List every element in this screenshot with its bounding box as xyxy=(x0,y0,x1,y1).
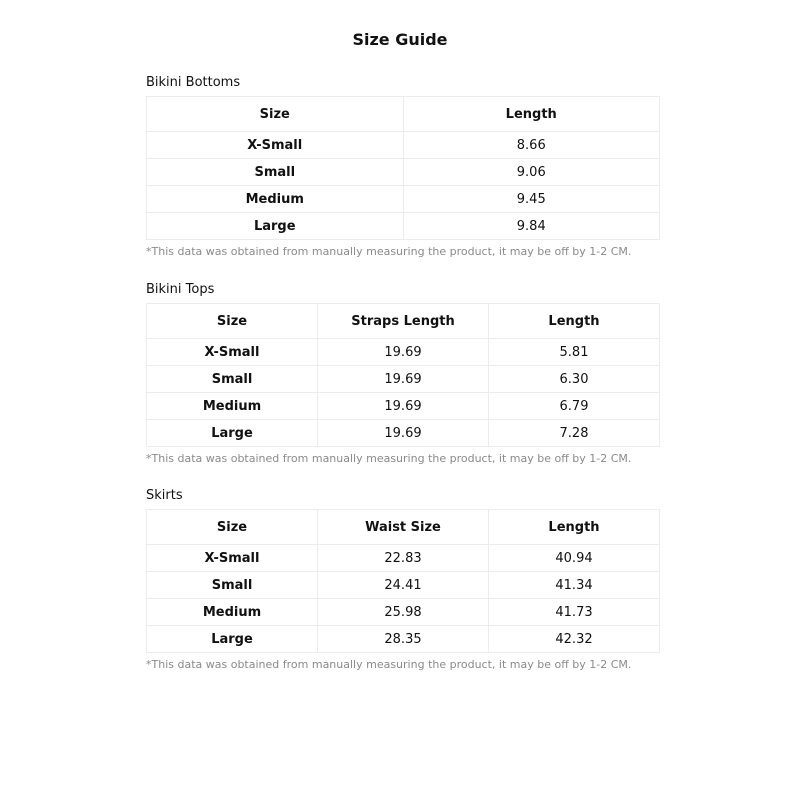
value-cell: 6.79 xyxy=(489,393,660,420)
size-cell: Medium xyxy=(147,186,404,213)
column-header: Straps Length xyxy=(318,304,489,339)
size-cell: X-Small xyxy=(147,132,404,159)
table-row xyxy=(147,572,660,599)
value-cell: 19.69 xyxy=(318,420,489,447)
table-row xyxy=(147,420,660,447)
table-row xyxy=(147,159,660,186)
table-row xyxy=(147,339,660,366)
value-cell: 42.32 xyxy=(489,626,660,653)
table-row xyxy=(147,186,660,213)
table-row xyxy=(147,213,660,240)
value-cell: 9.06 xyxy=(403,159,660,186)
table-row xyxy=(147,545,660,572)
value-cell: 28.35 xyxy=(318,626,489,653)
table-row xyxy=(147,599,660,626)
column-header: Size xyxy=(147,97,404,132)
column-header: Size xyxy=(147,304,318,339)
value-cell: 6.30 xyxy=(489,366,660,393)
size-cell: X-Small xyxy=(147,545,318,572)
measurement-note: *This data was obtained from manually measuring the product, it may be off by 1-2 CM. xyxy=(146,245,632,258)
value-cell: 19.69 xyxy=(318,366,489,393)
value-cell: 41.34 xyxy=(489,572,660,599)
section-title: Skirts xyxy=(146,488,183,503)
value-cell: 19.69 xyxy=(318,339,489,366)
value-cell: 25.98 xyxy=(318,599,489,626)
size-cell: Medium xyxy=(147,393,318,420)
table-row xyxy=(147,626,660,653)
value-cell: 22.83 xyxy=(318,545,489,572)
bikini-tops-table xyxy=(146,303,660,447)
table-header-row xyxy=(147,304,660,339)
value-cell: 8.66 xyxy=(403,132,660,159)
value-cell: 41.73 xyxy=(489,599,660,626)
table-row xyxy=(147,393,660,420)
bikini-tops-section xyxy=(146,282,660,466)
measurement-note: *This data was obtained from manually measuring the product, it may be off by 1-2 CM. xyxy=(146,452,632,465)
size-cell: Small xyxy=(147,159,404,186)
value-cell: 7.28 xyxy=(489,420,660,447)
value-cell: 24.41 xyxy=(318,572,489,599)
page-title: Size Guide xyxy=(352,30,448,49)
column-header: Size xyxy=(147,510,318,545)
column-header: Length xyxy=(489,510,660,545)
section-title: Bikini Tops xyxy=(146,282,215,297)
column-header: Waist Size xyxy=(318,510,489,545)
skirts-table xyxy=(146,509,660,653)
value-cell: 40.94 xyxy=(489,545,660,572)
value-cell: 9.84 xyxy=(403,213,660,240)
size-cell: Large xyxy=(147,420,318,447)
column-header: Length xyxy=(403,97,660,132)
size-cell: Large xyxy=(147,626,318,653)
skirts-section xyxy=(146,488,660,672)
table-header-row xyxy=(147,510,660,545)
value-cell: 9.45 xyxy=(403,186,660,213)
bikini-bottoms-section xyxy=(146,75,660,259)
size-cell: Medium xyxy=(147,599,318,626)
section-title: Bikini Bottoms xyxy=(146,75,241,90)
value-cell: 5.81 xyxy=(489,339,660,366)
column-header: Length xyxy=(489,304,660,339)
measurement-note: *This data was obtained from manually measuring the product, it may be off by 1-2 CM. xyxy=(146,658,632,671)
value-cell: 19.69 xyxy=(318,393,489,420)
size-cell: Large xyxy=(147,213,404,240)
size-cell: Small xyxy=(147,572,318,599)
bikini-bottoms-table xyxy=(146,96,660,240)
size-cell: Small xyxy=(147,366,318,393)
table-header-row xyxy=(147,97,660,132)
size-cell: X-Small xyxy=(147,339,318,366)
table-row xyxy=(147,132,660,159)
table-row xyxy=(147,366,660,393)
